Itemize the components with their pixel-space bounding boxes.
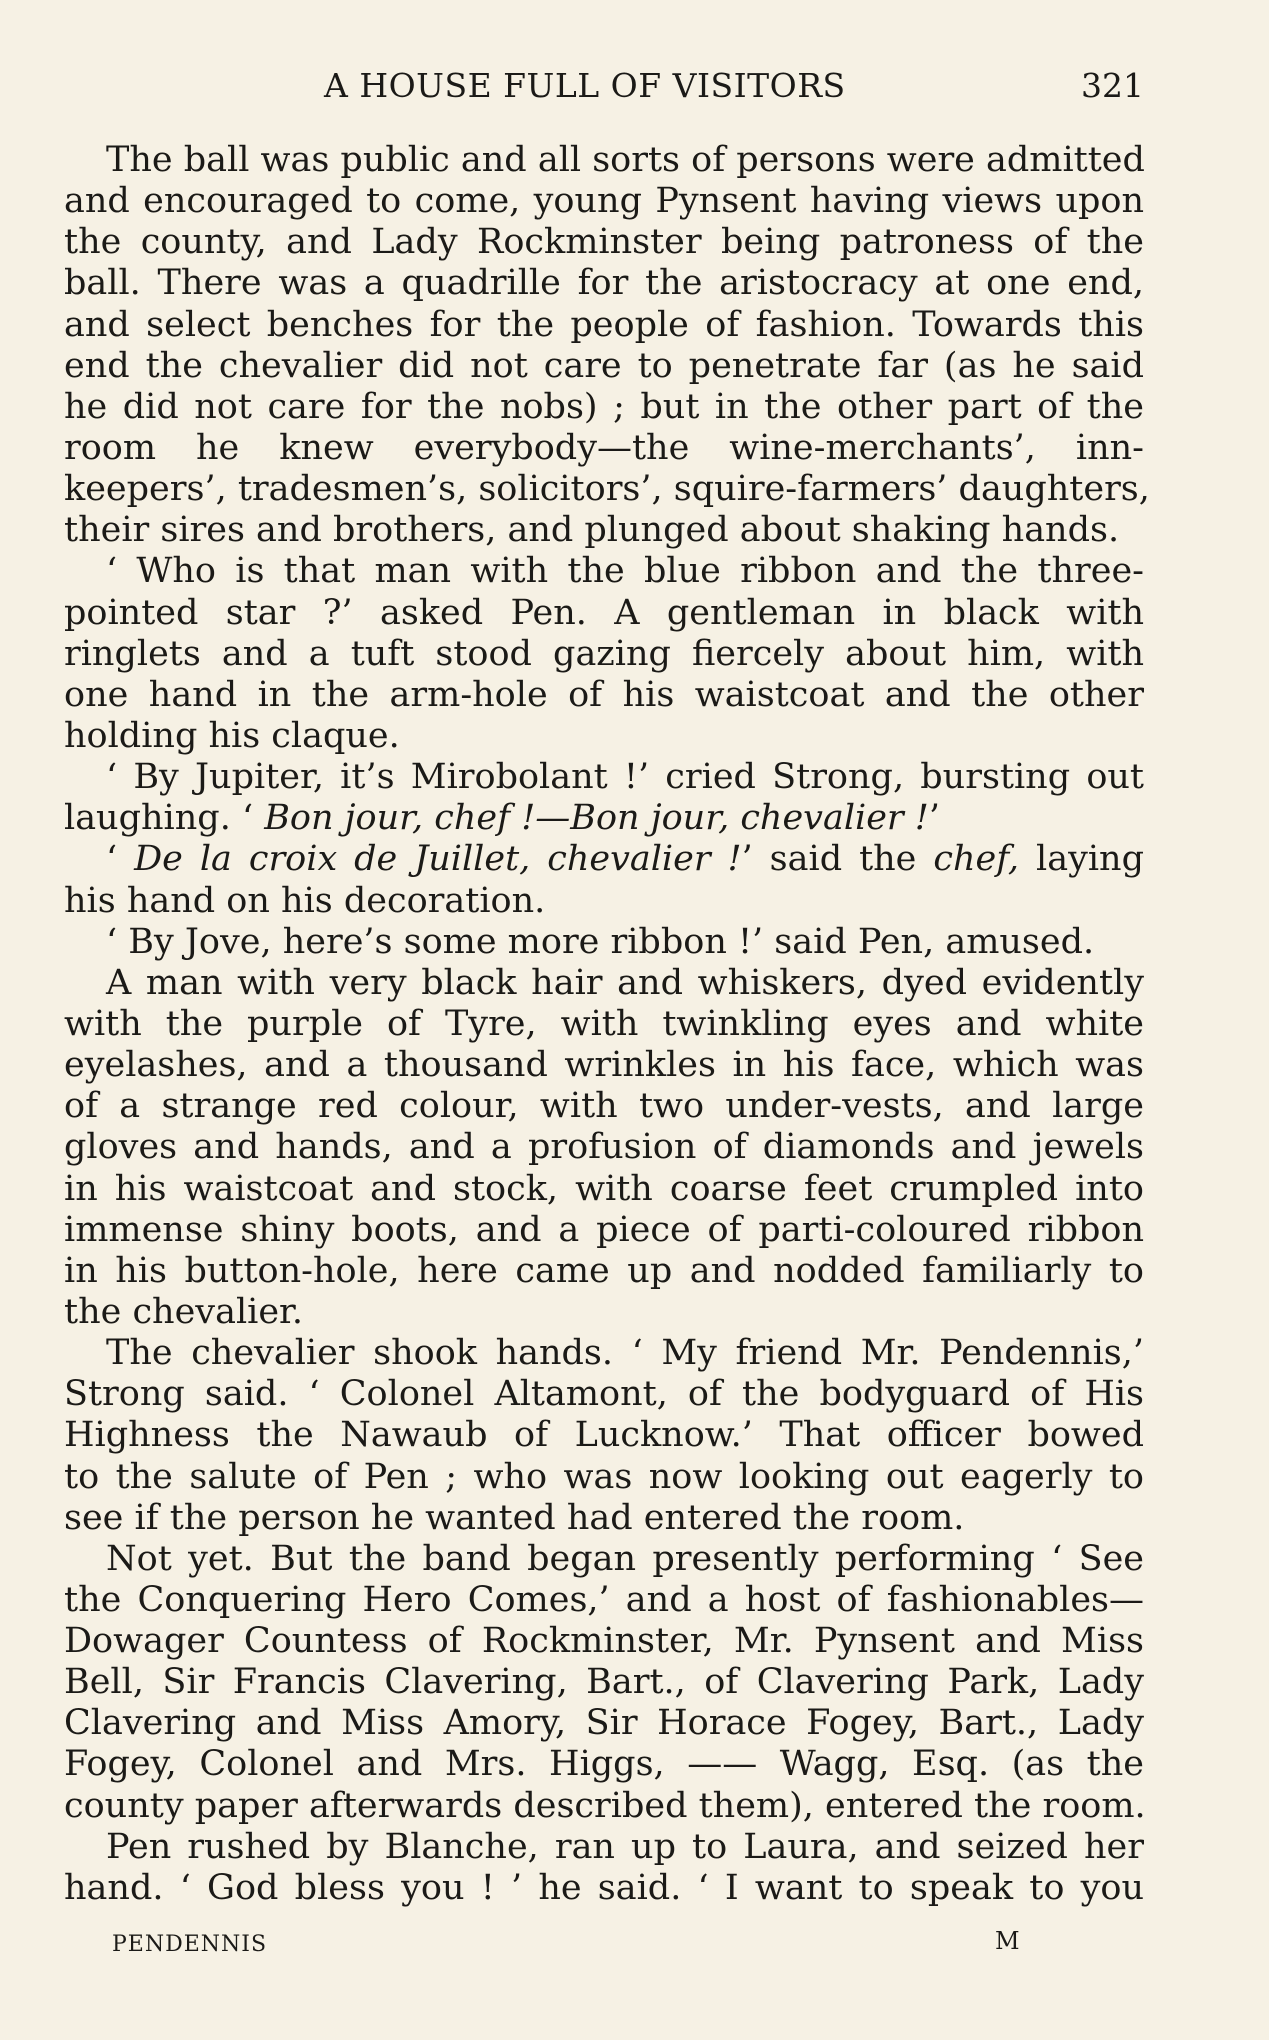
text-line: to the salute of Pen ; who was now looking out eagerly to [64,1456,1144,1497]
running-title: A HOUSE FULL OF VISITORS [324,66,846,105]
text-line: the county, and Lady Rockminster being patroness of the [64,222,1144,263]
text-line: and select benches for the people of fashion. Towards this [64,304,1144,345]
text-line: room he knew everybody—the wine-merchants’, inn- [64,427,1144,468]
gathering-mark: M [995,1927,1020,1955]
text-line: Dowager Countess of Rockminster, Mr. Pynsent and Miss [64,1621,1144,1662]
text-line: Clavering and Miss Amory, Sir Horace Fogey, Bart., Lady [64,1703,1144,1744]
text-line: ‘ Who is that man with the blue ribbon and the three- [106,551,1144,592]
text-line: The chevalier shook hands. ‘ My friend Mr. Pendennis,’ [106,1333,1144,1374]
text-line: ‘ By Jove, here’s some more ribbon !’ said Pen, amused. [106,921,1095,962]
text-line: end the chevalier did not care to penetrate far (as he said [64,345,1144,386]
text-line: eyelashes, and a thousand wrinkles in his face, which was [64,1045,1144,1086]
text-line: gloves and hands, and a profusion of diamonds and jewels [64,1127,1144,1168]
text-run: laying [1019,839,1144,880]
text-line: pointed star ?’ asked Pen. A gentleman in black with [64,592,1144,633]
text-line: his hand on his decoration. [64,880,546,921]
italic-text-run: chef, [933,839,1020,880]
text-line: Pen rushed by Blanche, ran up to Laura, and seized her [106,1826,1144,1867]
text-line: Highness the Nawaub of Lucknow.’ That officer bowed [64,1415,1144,1456]
text-line [64,798,1144,839]
text-line: A man with very black hair and whiskers, dyed evidently [106,962,1144,1003]
text-line: Not yet. But the band began presently performing ‘ See [106,1538,1144,1579]
text-line: Strong said. ‘ Colonel Altamont, of the bodyguard of His [64,1374,1144,1415]
text-run: ‘ [106,839,135,880]
text-line: their sires and brothers, and plunged about shaking hands. [64,510,1120,551]
text-line: the Conquering Hero Comes,’ and a host of fashionables— [64,1579,1144,1620]
text-line: see if the person he wanted had entered the room. [64,1497,965,1538]
page-number: 321 [1081,66,1144,105]
text-line: county paper afterwards described them), entered the room. [64,1785,1146,1826]
text-line: keepers’, tradesmen’s, solicitors’, squire-farmers’ daughters, [64,469,1150,510]
text-line: Bell, Sir Francis Clavering, Bart., of Clavering Park, Lady [64,1662,1144,1703]
text-line: he did not care for the nobs) ; but in the other part of the [64,386,1144,427]
page-footer [112,1928,1032,1962]
text-line: in his button-hole, here came up and nodded familiarly to [64,1250,1144,1291]
running-header [64,62,1144,110]
text-line: with the purple of Tyre, with twinkling eyes and white [64,1003,1144,1044]
text-line: hand. ‘ God bless you ! ’ he said. ‘ I want to speak to you [64,1867,1144,1908]
text-line: ‘ By Jupiter, it’s Mirobolant !’ cried Strong, bursting out [106,757,1144,798]
text-run: ’ said the [741,839,934,880]
text-line: and encouraged to come, young Pynsent having views upon [64,181,1144,222]
text-line: the chevalier. [64,1291,304,1332]
text-line: of a strange red colour, with two under-vests, and large [64,1086,1144,1127]
text-line: holding his claque. [64,715,400,756]
italic-text-run: De la croix de Juillet, chevalier ! [134,839,742,880]
italic-text-run: Bon jour, chef !—Bon jour, chevalier ! [264,798,929,839]
text-line: immense shiny boots, and a piece of parti-coloured ribbon [64,1209,1144,1250]
text-line: Fogey, Colonel and Mrs. Higgs, —— Wagg, Esq. (as the [64,1744,1144,1785]
text-run: ’ [928,798,940,839]
text-line: ringlets and a tuft stood gazing fiercely about him, with [64,633,1144,674]
text-run: laughing. ‘ [64,798,265,839]
text-line: one hand in the arm-hole of his waistcoat and the other [64,674,1144,715]
text-line: ball. There was a quadrille for the aristocracy at one end, [64,263,1144,304]
body-text [64,140,1150,1909]
text-line: in his waistcoat and stock, with coarse feet crumpled into [64,1168,1144,1209]
text-line: The ball was public and all sorts of persons were admitted [106,140,1145,180]
text-line [64,839,1144,880]
signature-mark: PENDENNIS [112,1932,268,1957]
